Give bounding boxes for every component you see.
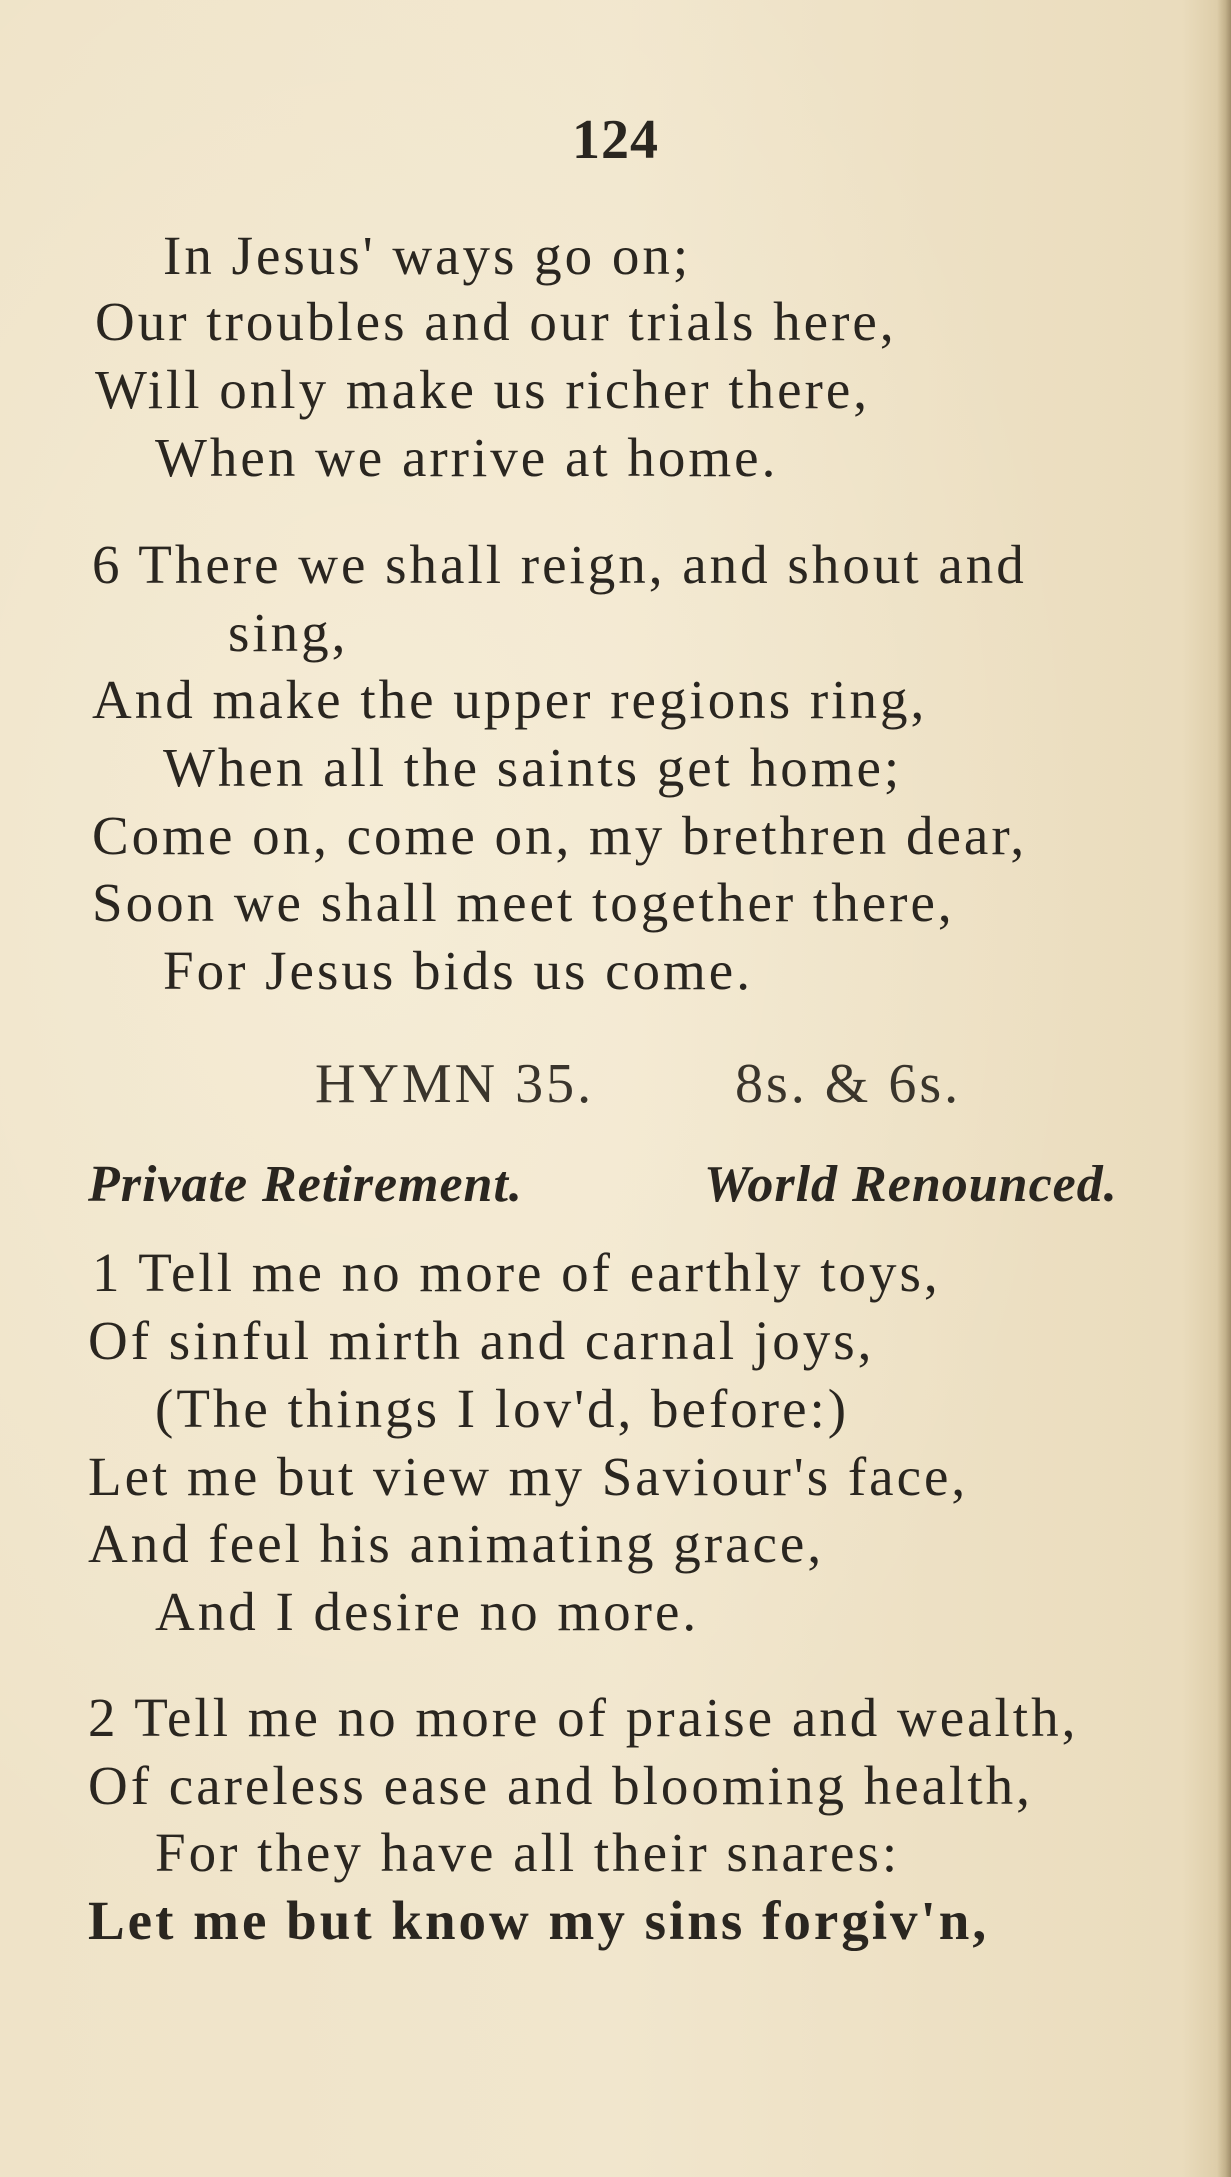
stanza-6-line: sing, (228, 602, 349, 663)
page-number: 124 (572, 109, 659, 171)
stanza-2-line: Let me but know my sins forgiv'n, (88, 1890, 990, 1951)
hymn-meter: 8s. & 6s. (735, 1053, 962, 1115)
stanza-6-line: 6 There we shall reign, and shout and (92, 534, 1027, 595)
stanza-2-line: For they have all their snares: (155, 1822, 901, 1883)
verse-line: In Jesus' ways go on; (163, 225, 692, 286)
verse-line: Will only make us richer there, (95, 359, 870, 420)
hymn-subtitle-left: Private Retirement. (88, 1156, 523, 1213)
stanza-6-line: Soon we shall meet together there, (92, 872, 955, 933)
stanza-1-line: 1 Tell me no more of earthly toys, (92, 1242, 941, 1303)
stanza-2-line: 2 Tell me no more of praise and wealth, (88, 1687, 1079, 1748)
page-edge-shadow (1217, 0, 1231, 2177)
stanza-6-line: For Jesus bids us come. (163, 940, 753, 1001)
hymn-number-heading: HYMN 35. (315, 1053, 595, 1115)
stanza-1-line: And I desire no more. (155, 1581, 700, 1642)
verse-line: Our troubles and our trials here, (95, 291, 897, 352)
stanza-1-line: Of sinful mirth and carnal joys, (88, 1310, 875, 1371)
stanza-1-line: And feel his animating grace, (88, 1513, 825, 1574)
stanza-2-line: Of careless ease and blooming health, (88, 1755, 1033, 1816)
verse-line: When we arrive at home. (155, 427, 779, 488)
stanza-6-line: When all the saints get home; (163, 737, 903, 798)
hymn-subtitle-right: World Renounced. (704, 1156, 1118, 1213)
stanza-1-line: (The things I lov'd, before:) (155, 1378, 850, 1439)
stanza-6-line: And make the upper regions ring, (92, 669, 928, 730)
stanza-1-line: Let me but view my Saviour's face, (88, 1446, 969, 1507)
stanza-6-line: Come on, come on, my brethren dear, (92, 805, 1028, 866)
